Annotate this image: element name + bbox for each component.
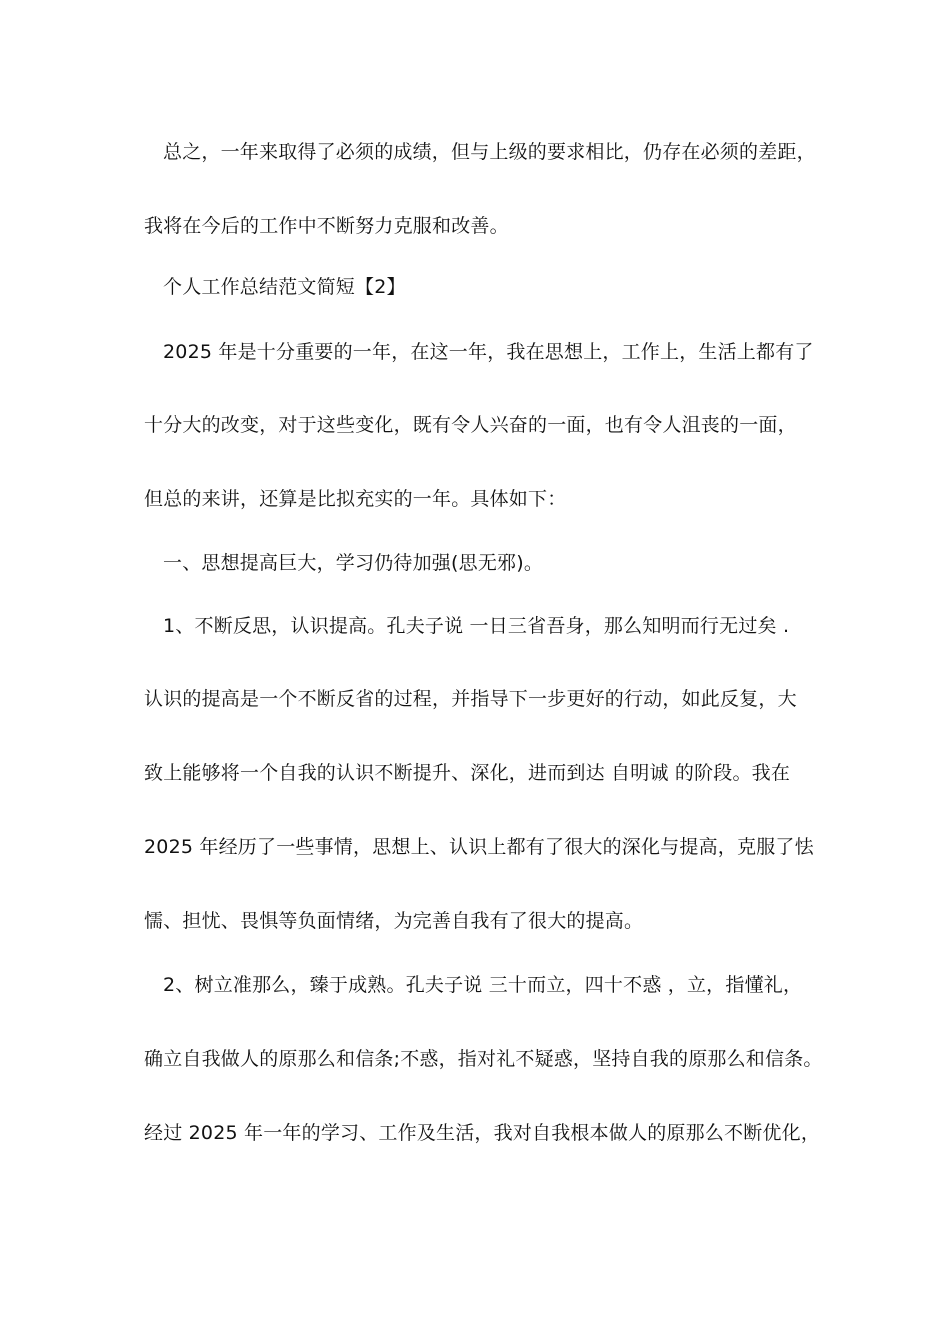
- paragraph-line-10: 懦、担忧、畏惧等负面情绪，为完善自我有了很大的提高。: [144, 910, 644, 932]
- paragraph-line-9: 2025 年经历了一些事情，思想上、认识上都有了很大的深化与提高，克服了怯: [144, 836, 814, 858]
- paragraph-line-3: 2025 年是十分重要的一年，在这一年，我在思想上，工作上，生活上都有了: [163, 341, 814, 363]
- paragraph-line-7: 认识的提高是一个不断反省的过程，并指导下一步更好的行动，如此反复，大: [144, 688, 797, 710]
- paragraph-line-5: 但总的来讲，还算是比拟充实的一年。具体如下：: [144, 488, 567, 510]
- paragraph-line-12: 确立自我做人的原那么和信条;不惑，指对礼不疑惑，坚持自我的原那么和信条。: [144, 1048, 823, 1070]
- paragraph-line-6: 1、不断反思，认识提高。孔夫子说 一日三省吾身，那么知明而行无过矣 .: [163, 615, 790, 637]
- paragraph-line-8: 致上能够将一个自我的认识不断提升、深化，进而到达 自明诚 的阶段。我在: [144, 762, 791, 784]
- paragraph-line-13: 经过 2025 年一年的学习、工作及生活，我对自我根本做人的原那么不断优化，: [144, 1122, 821, 1144]
- subheading-one: 一、思想提高巨大，学习仍待加强(思无邪)。: [163, 552, 544, 574]
- paragraph-line-4: 十分大的改变，对于这些变化，既有令人兴奋的一面，也有令人沮丧的一面，: [144, 414, 797, 436]
- section-heading: 个人工作总结范文简短【2】: [163, 276, 406, 298]
- paragraph-line-1: 总之，一年来取得了必须的成绩，但与上级的要求相比，仍存在必须的差距，: [163, 141, 816, 163]
- paragraph-line-11: 2、树立准那么，臻于成熟。孔夫子说 三十而立，四十不惑 ，立，指懂礼，: [163, 974, 803, 996]
- paragraph-line-2: 我将在今后的工作中不断努力克服和改善。: [144, 215, 509, 237]
